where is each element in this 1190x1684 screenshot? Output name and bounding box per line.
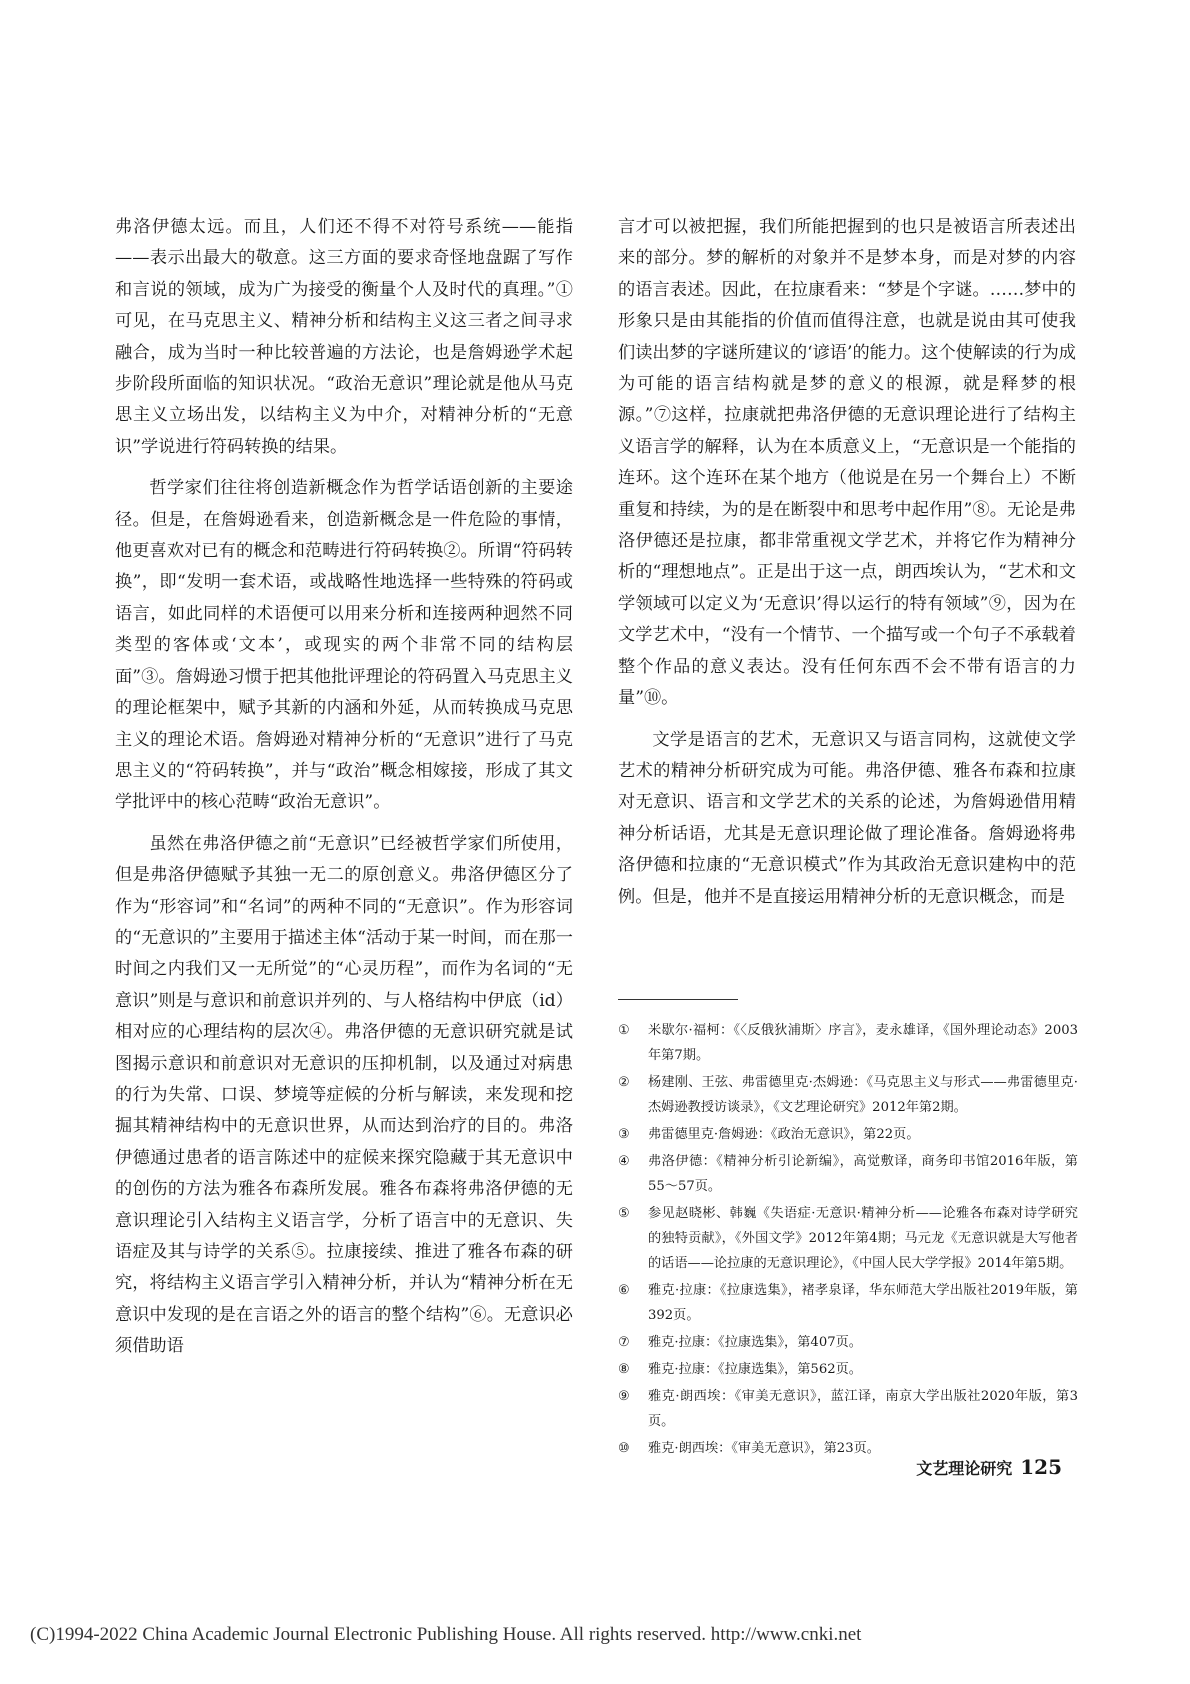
footnote-text: 杨建刚、王弦、弗雷德里克·杰姆逊：《马克思主义与形式——弗雷德里克·杰姆逊教授访谈录》，《文艺理论研究》2012年第2期。: [648, 1075, 1078, 1115]
footnote-text: 雅克·朗西埃：《审美无意识》，蓝江译，南京大学出版社2020年版，第3页。: [648, 1389, 1078, 1429]
footnote-number: ③: [618, 1127, 630, 1142]
footnote: [618, 1278, 1078, 1328]
footnote-number: ④: [618, 1154, 630, 1169]
footnote: [618, 1201, 1078, 1276]
footnote: [618, 1149, 1078, 1199]
footnote-number: ⑦: [618, 1335, 630, 1350]
footnote: [618, 1330, 1078, 1355]
footnote-number: ①: [618, 1023, 630, 1038]
paragraph: 言才可以被把握，我们所能把握到的也只是被语言所表述出来的部分。梦的解析的对象并不是梦本身，而是对梦的内容的语言表述。因此，在拉康看来：“梦是个字谜。……梦中的形象只是由其能指的价值而值得注意，也就是说由其可使我们读出梦的字谜所建议的‘谚语’的能力。这个使解读的行为成为可能的语言结构就是梦的意义的根源，就是释梦的根源。”⑦这样，拉康就把弗洛伊德的无意识理论进行了结构主义语言学的解释，认为在本质意义上，“无意识是一个能指的连环。这个连环在某个地方（他说是在另一个舞台上）不断重复和持续，为的是在断裂中和思考中起作用”⑧。无论是弗洛伊德还是拉康，都非常重视文学艺术，并将它作为精神分析的“理想地点”。正是出于这一点，朗西埃认为，“艺术和文学领域可以定义为‘无意识’得以运行的特有领域”⑨，因为在文学艺术中，“没有一个情节、一个描写或一个句子不承载着整个作品的意义表达。没有任何东西不会不带有语言的力量”⑩。: [618, 217, 1076, 709]
footnote-text: 参见赵晓彬、韩巍《失语症·无意识·精神分析——论雅各布森对诗学研究的独特贡献》，《外国文学》2012年第4期；马元龙《无意识就是大写他者的话语——论拉康的无意识理论》，《中国人民大学学报》2014年第5期。: [648, 1206, 1078, 1271]
footnote: [618, 1357, 1078, 1382]
footnote-text: 弗雷德里克·詹姆逊：《政治无意识》，第22页。: [648, 1127, 920, 1142]
paragraph: 文学是语言的艺术，无意识又与语言同构，这就使文学艺术的精神分析研究成为可能。弗洛伊德、雅各布森和拉康对无意识、语言和文学艺术的关系的论述，为詹姆逊借用精神分析话语，尤其是无意识理论做了理论准备。詹姆逊将弗洛伊德和拉康的“无意识模式”作为其政治无意识建构中的范例。但是，他并不是直接运用精神分析的无意识概念，而是: [618, 729, 1076, 907]
paragraph: 弗洛伊德太远。而且，人们还不得不对符号系统——能指——表示出最大的敬意。这三方面的要求奇怪地盘踞了写作和言说的领域，成为广为接受的衡量个人及时代的真理。”①可见，在马克思主义、精神分析和结构主义这三者之间寻求融合，成为当时一种比较普遍的方法论，也是詹姆逊学术起步阶段所面临的知识状况。“政治无意识”理论就是他从马克思主义立场出发，以结构主义为中介，对精神分析的“无意识”学说进行符码转换的结果。: [115, 217, 573, 457]
footnote-text: 米歇尔·福柯：《〈反俄狄浦斯〉序言》，麦永雄译，《国外理论动态》2003年第7期。: [648, 1023, 1078, 1063]
right-column: [618, 212, 1076, 923]
footnotes: [618, 1018, 1078, 1463]
footnote: [618, 1018, 1078, 1068]
journal-name: 文艺理论研究: [916, 1459, 1013, 1478]
footnote: [618, 1070, 1078, 1120]
footnote-rule: [618, 999, 738, 1000]
footnote-text: 雅克·拉康：《拉康选集》，第407页。: [648, 1335, 862, 1350]
footnote: [618, 1384, 1078, 1434]
footnote-number: ⑤: [618, 1206, 630, 1221]
footnote-text: 雅克·拉康：《拉康选集》，褚孝泉译，华东师范大学出版社2019年版，第392页。: [648, 1283, 1078, 1323]
copyright-line: (C)1994-2022 China Academic Journal Electronic Publishing House. All rights reserved. http://www.cnki.net: [30, 1624, 862, 1645]
footnote-number: ⑩: [618, 1441, 630, 1456]
paragraph: 哲学家们往往将创造新概念作为哲学话语创新的主要途径。但是，在詹姆逊看来，创造新概念是一件危险的事情，他更喜欢对已有的概念和范畴进行符码转换②。所谓“符码转换”，即“发明一套术语，或战略性地选择一些特殊的符码或语言，如此同样的术语便可以用来分析和连接两种迥然不同类型的客体或‘文本’，或现实的两个非常不同的结构层面”③。詹姆逊习惯于把其他批评理论的符码置入马克思主义的理论框架中，赋予其新的内涵和外延，从而转换成马克思主义的理论术语。詹姆逊对精神分析的“无意识”进行了马克思主义的“符码转换”，并与“政治”概念相嫁接，形成了其文学批评中的核心范畴“政治无意识”。: [115, 478, 573, 813]
running-footer: [916, 1455, 1062, 1479]
paragraph: 虽然在弗洛伊德之前“无意识”已经被哲学家们所使用，但是弗洛伊德赋予其独一无二的原创意义。弗洛伊德区分了作为“形容词”和“名词”的两种不同的“无意识”。作为形容词的“无意识的”主要用于描述主体“活动于某一时间，而在那一时间之内我们又一无所觉”的“心灵历程”，而作为名词的“无意识”则是与意识和前意识并列的、与人格结构中伊底（id）相对应的心理结构的层次④。弗洛伊德的无意识研究就是试图揭示意识和前意识对无意识的压抑机制，以及通过对病患的行为失常、口误、梦境等症候的分析与解读，来发现和挖掘其精神结构中的无意识世界，从而达到治疗的目的。弗洛伊德通过患者的语言陈述中的症候来探究隐藏于其无意识中的创伤的方法为雅各布森所发展。雅各布森将弗洛伊德的无意识理论引入结构主义语言学，分析了语言中的无意识、失语症及其与诗学的关系⑤。拉康接续、推进了雅各布森的研究，将结构主义语言学引入精神分析，并认为“精神分析在无意识中发现的是在言语之外的语言的整个结构”⑥。无意识必须借助语: [115, 833, 573, 1357]
left-column: [115, 212, 573, 1373]
footnote: [618, 1122, 1078, 1147]
footnote-number: ⑨: [618, 1389, 630, 1404]
footnote-text: 雅克·拉康：《拉康选集》，第562页。: [648, 1362, 862, 1377]
page-number: 125: [1020, 1455, 1062, 1479]
footnote-number: ⑥: [618, 1283, 630, 1298]
footnote-number: ②: [618, 1075, 630, 1090]
footnote-text: 雅克·朗西埃：《审美无意识》，第23页。: [648, 1441, 880, 1456]
footnote-text: 弗洛伊德：《精神分析引论新编》，高觉敷译，商务印书馆2016年版，第55～57页。: [648, 1154, 1078, 1194]
footnote-number: ⑧: [618, 1362, 630, 1377]
